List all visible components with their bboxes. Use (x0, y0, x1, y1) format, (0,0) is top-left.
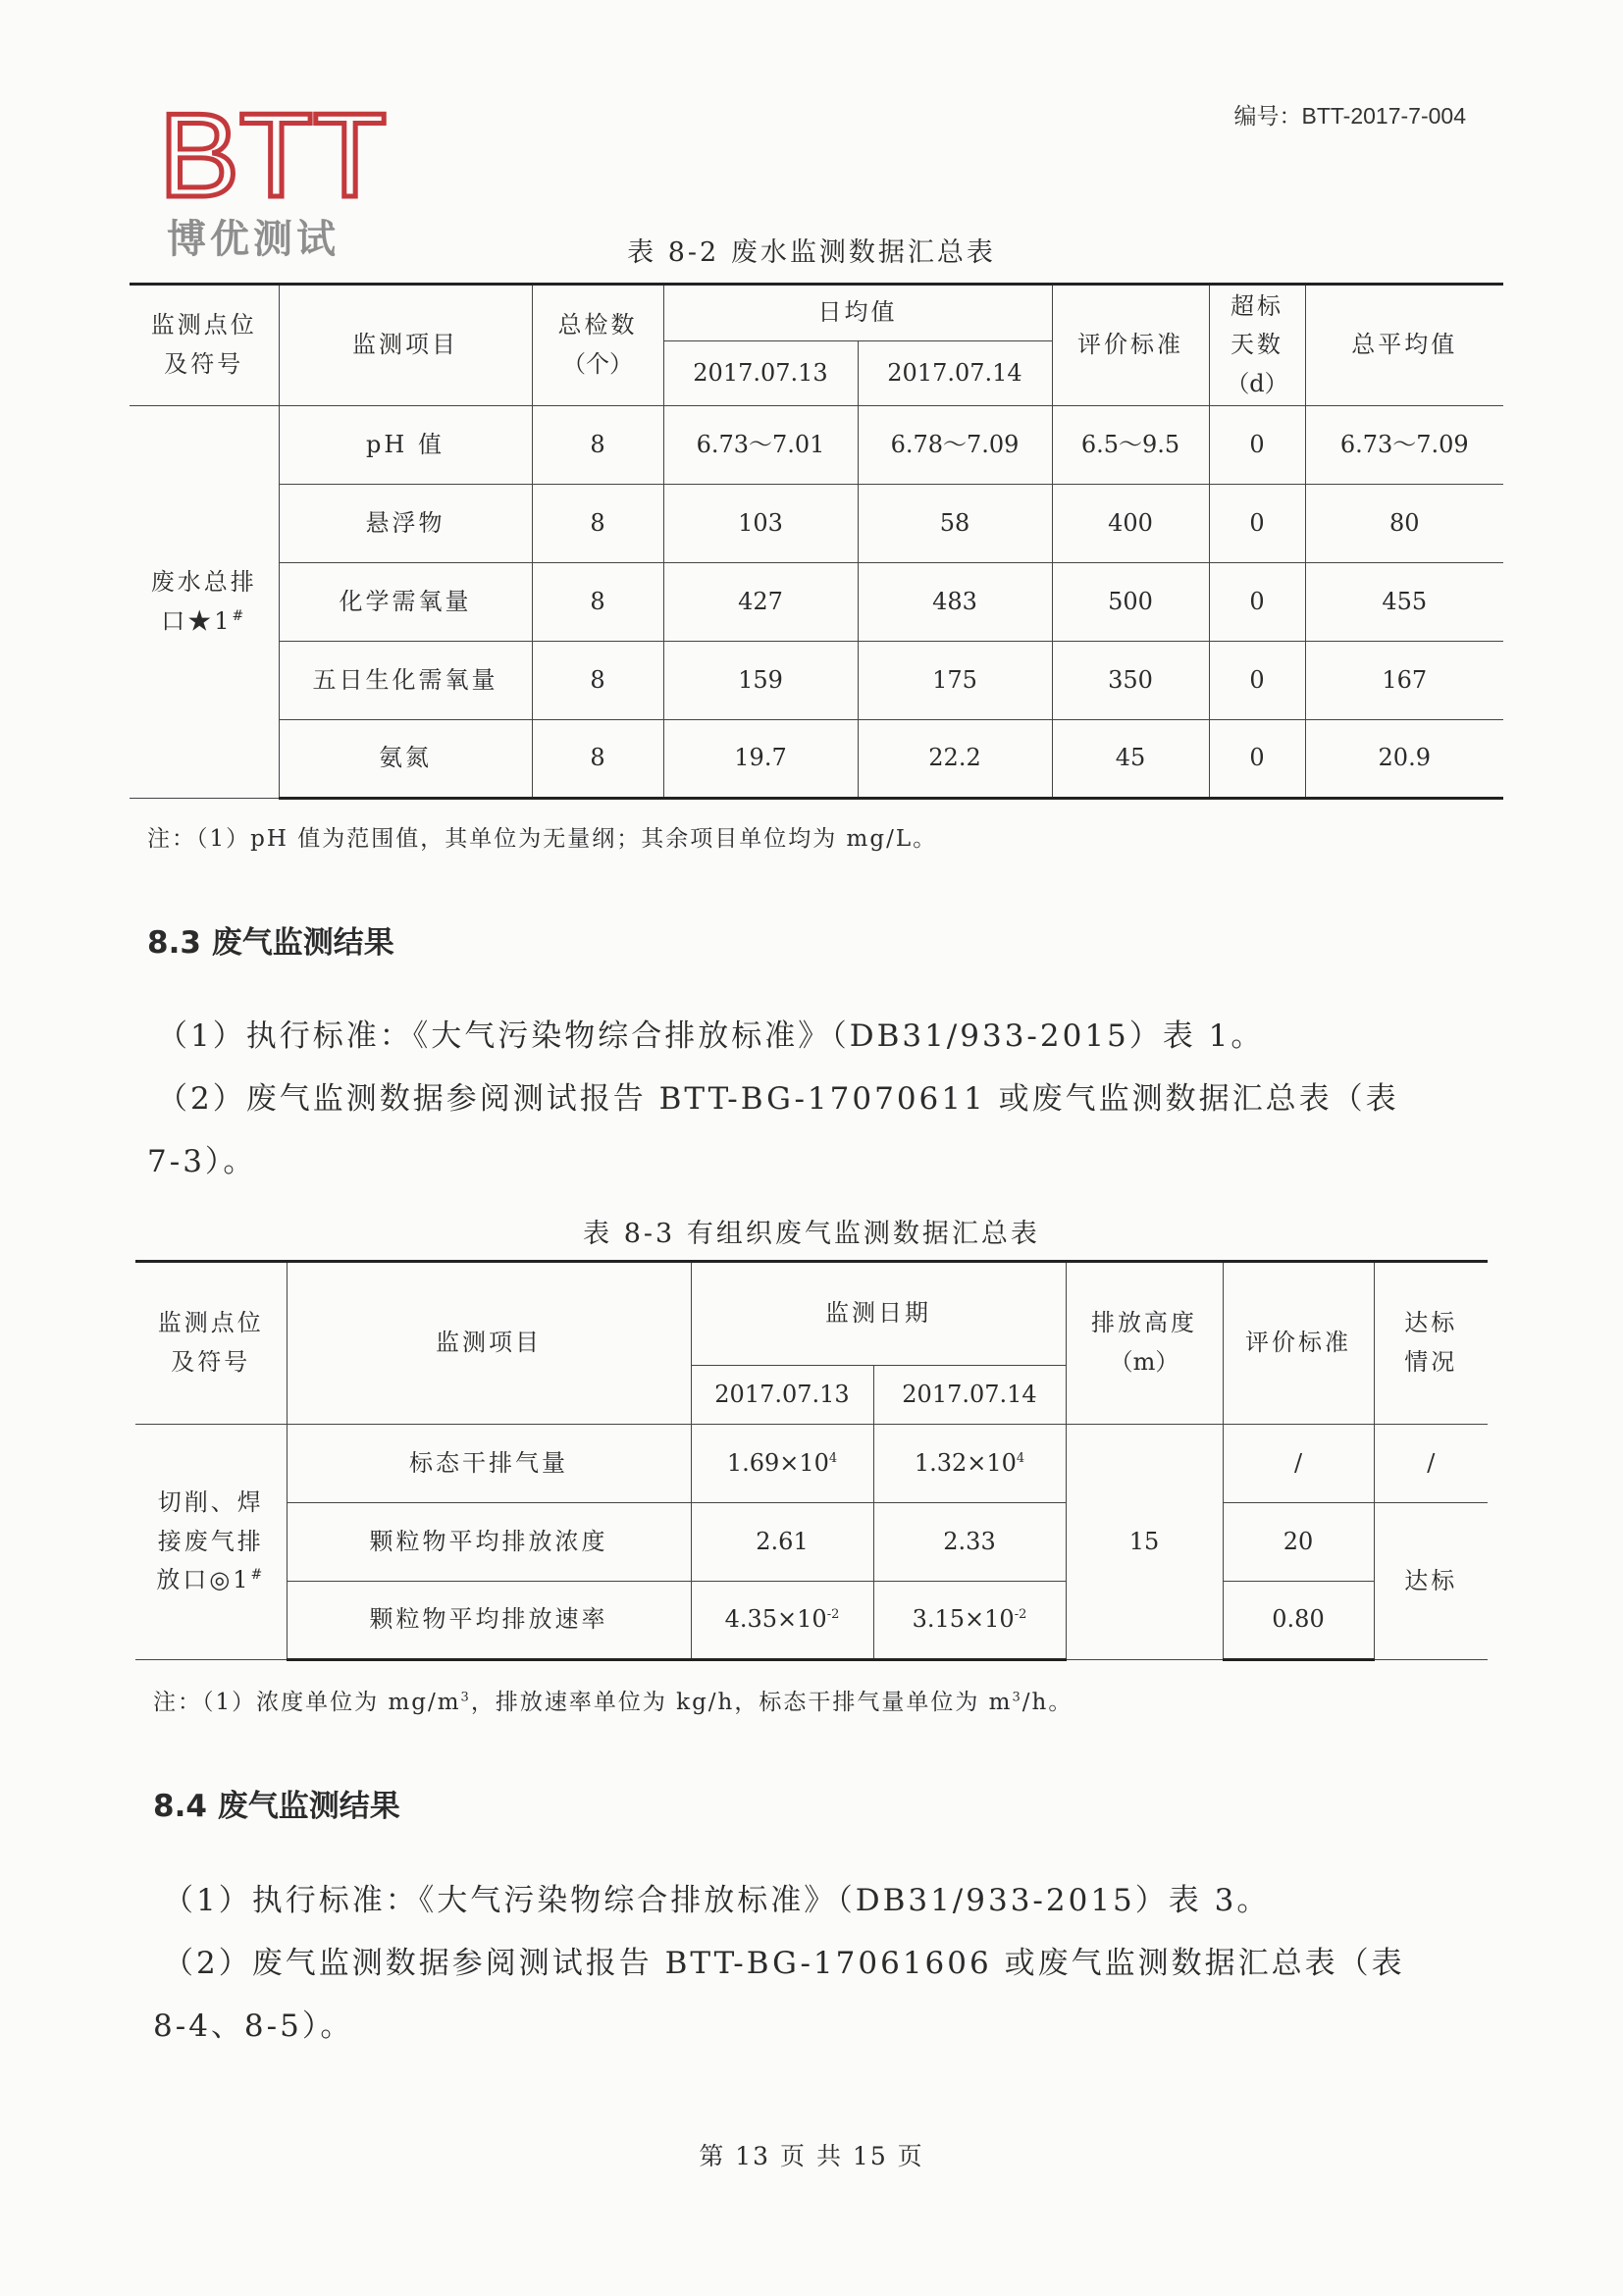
row-exceed: 0 (1209, 720, 1305, 799)
row-day1: 6.73～7.01 (663, 406, 858, 485)
row-day2: $1.32\times 10^4$ (873, 1425, 1066, 1503)
row-item: 氨氮 (279, 720, 532, 799)
row-standard: 400 (1052, 485, 1209, 563)
table-row (130, 485, 1503, 563)
row-standard: / (1223, 1425, 1374, 1503)
row-avg: 80 (1305, 485, 1503, 563)
row-day1: 19.7 (663, 720, 858, 799)
row-day2: 22.2 (858, 720, 1052, 799)
header-height: 排放高度 （m） (1066, 1262, 1223, 1425)
row-avg: 20.9 (1305, 720, 1503, 799)
section-8-3-title: 8.3 废气监测结果 (147, 925, 394, 961)
table-row (135, 1425, 1488, 1503)
section-8-4-title: 8.4 废气监测结果 (153, 1789, 400, 1824)
table-row (135, 1582, 1488, 1660)
header-date-2: 2017.07.14 (858, 341, 1052, 406)
row-item: 化学需氧量 (279, 563, 532, 642)
table-8-2-note: 注：（1）pH 值为范围值，其单位为无量纲；其余项目单位均为 mg/L。 (147, 826, 938, 852)
row-exceed: 0 (1209, 406, 1305, 485)
section-8-4-para-2: （2）废气监测数据参阅测试报告 BTT-BG-17061606 或废气监测数据汇总表（表 (163, 1946, 1405, 1981)
row-count: 8 (532, 563, 663, 642)
row-count: 8 (532, 406, 663, 485)
row-day2: $3.15\times 10^{-2}$ (873, 1582, 1066, 1660)
status-merged: 达标 (1374, 1503, 1488, 1660)
row-day1: $4.35\times 10^{-2}$ (691, 1582, 873, 1660)
table-8-2-caption: 表 8-2 废水监测数据汇总表 (627, 237, 996, 268)
row-standard: 6.5～9.5 (1052, 406, 1209, 485)
row-item: 悬浮物 (279, 485, 532, 563)
row-item: 颗粒物平均排放浓度 (287, 1503, 691, 1582)
row-standard: 45 (1052, 720, 1209, 799)
header-status: 达标 情况 (1374, 1262, 1488, 1425)
row-item: 标态干排气量 (287, 1425, 691, 1503)
row-avg: 6.73～7.09 (1305, 406, 1503, 485)
header-count: 总检数 （个） (532, 285, 663, 406)
header-standard: 评价标准 (1223, 1262, 1374, 1425)
height-cell: 15 (1066, 1425, 1223, 1660)
row-exceed: 0 (1209, 642, 1305, 720)
row-day1: 159 (663, 642, 858, 720)
row-day1: 103 (663, 485, 858, 563)
row-count: 8 (532, 642, 663, 720)
header-site: 监测点位 及符号 (130, 285, 279, 406)
row-standard: 0.80 (1223, 1582, 1374, 1660)
row-day1: 427 (663, 563, 858, 642)
row-day2: 2.33 (873, 1503, 1066, 1582)
table-row (130, 720, 1503, 799)
row-count: 8 (532, 485, 663, 563)
logo-text: BTT (159, 88, 387, 222)
page-number: 第 13 页 共 15 页 (699, 2142, 924, 2170)
header-daily-avg: 日均值 (663, 285, 1052, 341)
header-monitor-dates: 监测日期 (691, 1262, 1066, 1366)
row-item: pH 值 (279, 406, 532, 485)
header-total-avg: 总平均值 (1305, 285, 1503, 406)
row-day2: 58 (858, 485, 1052, 563)
section-8-3-para-2: （2）废气监测数据参阅测试报告 BTT-BG-17070611 或废气监测数据汇总表（表 (157, 1081, 1399, 1117)
table-row (135, 1503, 1488, 1582)
wastewater-summary-table (130, 283, 1503, 800)
table-8-3-note: 注：（1）浓度单位为 $mg/m^3$，排放速率单位为 kg/h，标态干排气量单位为 $m^3/h$。 (153, 1690, 1073, 1715)
row-avg: 455 (1305, 563, 1503, 642)
section-8-3-para-1: （1）执行标准：《大气污染物综合排放标准》（DB31/933-2015）表 1。 (157, 1018, 1265, 1054)
row-day1: 2.61 (691, 1503, 873, 1582)
row-exceed: 0 (1209, 563, 1305, 642)
section-8-4-para-2-cont: 8-4、8-5）。 (153, 2009, 354, 2044)
table-row (130, 563, 1503, 642)
row-exceed: 0 (1209, 485, 1305, 563)
header-date-1: 2017.07.13 (663, 341, 858, 406)
row-item: 五日生化需氧量 (279, 642, 532, 720)
table-row (130, 406, 1503, 485)
document-number: 编号：BTT-2017-7-004 (1233, 103, 1466, 129)
row-item: 颗粒物平均排放速率 (287, 1582, 691, 1660)
header-standard: 评价标准 (1052, 285, 1209, 406)
site-cell: 废水总排 口★1# (130, 406, 279, 799)
header-site: 监测点位 及符号 (135, 1262, 287, 1425)
header-date-1: 2017.07.13 (691, 1366, 873, 1425)
section-8-4-para-1: （1）执行标准：《大气污染物综合排放标准》（DB31/933-2015）表 3。 (163, 1883, 1271, 1918)
site-cell: 切削、焊 接废气排 放口◎1# (135, 1425, 287, 1660)
row-day2: 175 (858, 642, 1052, 720)
table-row (130, 642, 1503, 720)
header-item: 监测项目 (279, 285, 532, 406)
row-count: 8 (532, 720, 663, 799)
row-standard: 20 (1223, 1503, 1374, 1582)
row-day2: 483 (858, 563, 1052, 642)
row-status: / (1374, 1425, 1488, 1503)
table-8-3-caption: 表 8-3 有组织废气监测数据汇总表 (583, 1219, 1040, 1249)
row-standard: 350 (1052, 642, 1209, 720)
row-avg: 167 (1305, 642, 1503, 720)
row-day1: $1.69\times 10^4$ (691, 1425, 873, 1503)
row-day2: 6.78～7.09 (858, 406, 1052, 485)
header-exceed-days: 超标 天数 （d） (1209, 285, 1305, 406)
logo-chinese-name: 博优测试 (167, 216, 340, 262)
section-8-3-para-2-cont: 7-3）。 (147, 1144, 257, 1179)
row-standard: 500 (1052, 563, 1209, 642)
header-item: 监测项目 (287, 1262, 691, 1425)
exhaust-gas-summary-table (135, 1260, 1488, 1661)
header-date-2: 2017.07.14 (873, 1366, 1066, 1425)
